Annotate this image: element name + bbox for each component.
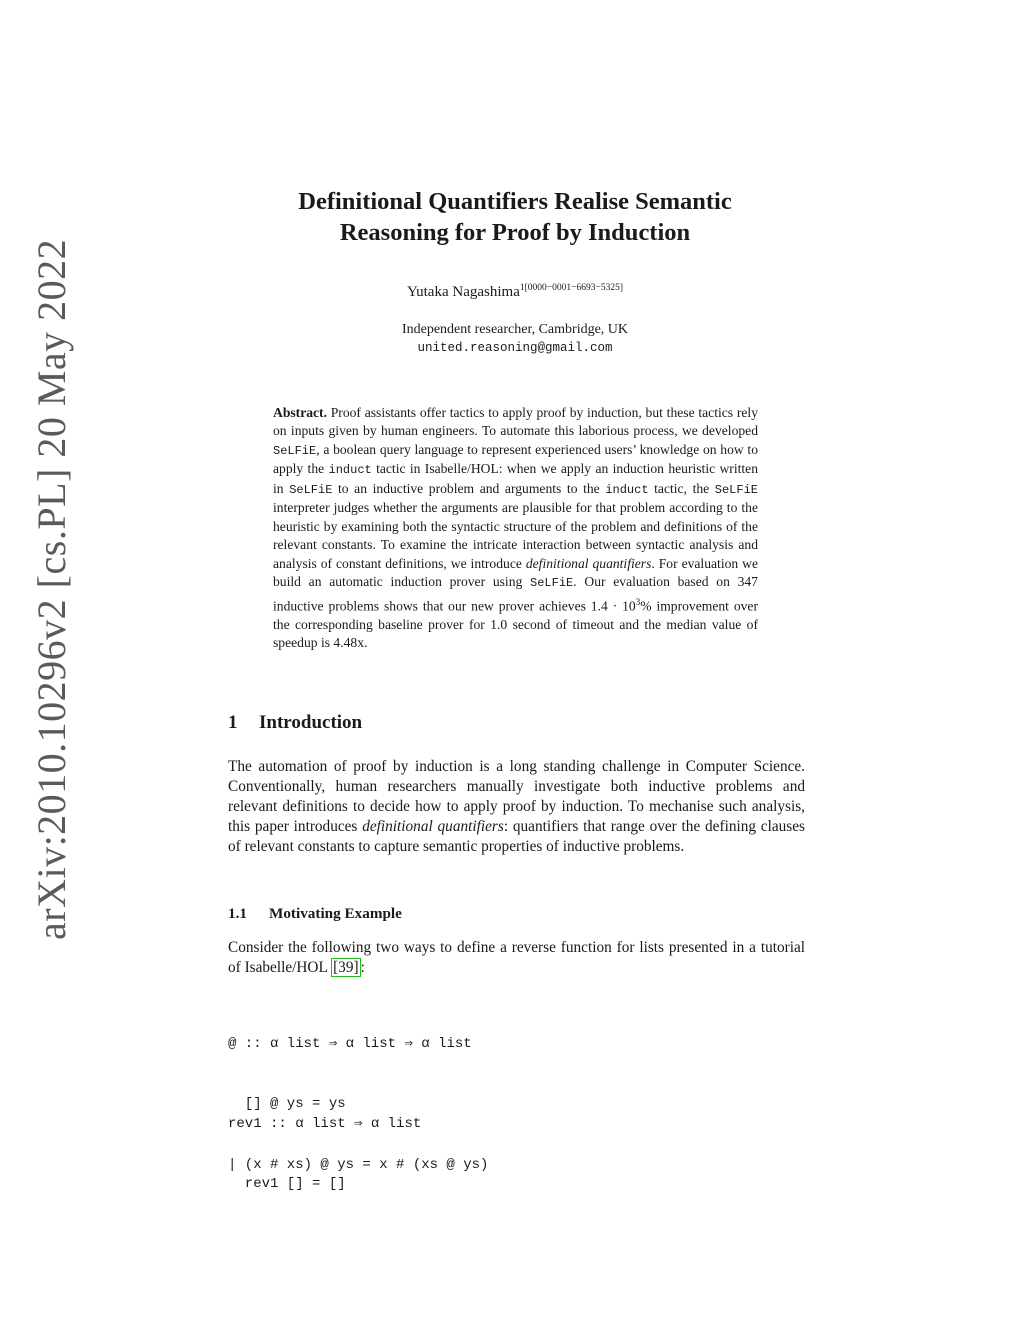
author-line xyxy=(180,283,850,301)
section-heading xyxy=(228,712,362,734)
section-title: Introduction xyxy=(259,712,363,733)
abstract-text: . Our evaluation based on 347 inductive problems shows that our new prover achieves 1.4 · 10 xyxy=(273,574,758,614)
citation-link[interactable]: [39] xyxy=(333,959,359,977)
abstract-text: to an inductive problem and arguments to the xyxy=(332,480,606,496)
abstract-emphasis: definitional quantifiers xyxy=(525,555,652,571)
motivating-paragraph xyxy=(228,938,805,978)
author-orcid: 1[0000−0001−6693−5325] xyxy=(519,283,624,293)
induct-term: induct xyxy=(605,482,649,497)
induct-term: induct xyxy=(328,463,372,478)
affiliation xyxy=(180,320,850,358)
abstract xyxy=(273,404,758,652)
section-number: 1 xyxy=(228,712,238,733)
code-line: @ :: α list ⇒ α list ⇒ α list xyxy=(228,1036,472,1053)
abstract-label: Abstract. xyxy=(273,405,327,420)
code-line: rev1 :: α list ⇒ α list xyxy=(228,1116,422,1133)
intro-paragraph xyxy=(228,757,805,857)
intro-emphasis: definitional quantifiers xyxy=(362,818,504,836)
code-line: | (x # xs) @ ys = x # (xs @ ys) xyxy=(228,1156,489,1173)
title-line-1: Definitional Quantifiers Realise Semantic xyxy=(298,188,732,215)
arxiv-identifier[interactable]: arXiv:2010.10296v2 [cs.PL] 20 May 2022 xyxy=(29,238,74,940)
code-line: [] @ ys = ys xyxy=(228,1096,346,1113)
author-name: Yutaka Nagashima xyxy=(406,284,520,300)
intro-text: The automation of proof by induction is a long standing challenge in Computer Science. Conventionally, human researchers manually investigate both inductive problems and relevant definitions to decide how to apply proof by induction. To mechanise such analysis, this paper introduces xyxy=(228,758,805,836)
paper-title xyxy=(180,186,850,248)
code-line: rev1 [] = [] xyxy=(228,1176,346,1193)
selfie-term: SeLFiE xyxy=(273,443,317,458)
subsection-number: 1.1 xyxy=(228,905,247,922)
abstract-text: . For evaluation we build an automatic induction prover using xyxy=(273,555,758,590)
title-line-2: Reasoning for Proof by Induction xyxy=(339,219,691,246)
abstract-text: tactic, the xyxy=(648,480,715,496)
selfie-term: SeLFiE xyxy=(530,576,574,591)
abstract-text: interpreter judges whether the arguments are plausible for that problem according to the heuristic by examining both the syntactic structure of the problem and definitions of the relevant constants. To examine the intricate interaction between syntactic analysis and analysis of constant definitions, we introduce xyxy=(273,500,758,571)
subsection-title: Motivating Example xyxy=(269,905,402,922)
affiliation-org: Independent researcher, Cambridge, UK xyxy=(401,322,629,337)
abstract-text: % improvement over the corresponding baseline prover for 1.0 second of timeout and the median value of speedup is 4.48x. xyxy=(273,598,758,650)
author-email[interactable]: united.reasoning@gmail.com xyxy=(417,341,613,355)
code-block-rev1 xyxy=(228,1074,805,1235)
abstract-text: tactic in Isabelle/HOL: when we apply an induction heuristic written in xyxy=(273,461,758,496)
subsection-heading xyxy=(228,905,402,923)
abstract-text: Proof assistants offer tactics to apply proof by induction, but these tactics rely on inputs given by human engineers. To automate this laborious process, we developed xyxy=(273,405,758,439)
selfie-term: SeLFiE xyxy=(714,482,758,497)
selfie-term: SeLFiE xyxy=(289,482,333,497)
motivating-text: Consider the following two ways to define a reverse function for lists presented in a tutorial of Isabelle/HOL xyxy=(228,939,805,977)
intro-text: : quantifiers that range over the defining clauses of relevant constants to capture semantic properties of inductive problems. xyxy=(228,818,805,856)
motivating-text: : xyxy=(360,959,365,977)
abstract-exponent: 3 xyxy=(635,596,641,607)
abstract-text: , a boolean query language to represent experienced users’ knowledge on how to apply the xyxy=(273,441,758,477)
